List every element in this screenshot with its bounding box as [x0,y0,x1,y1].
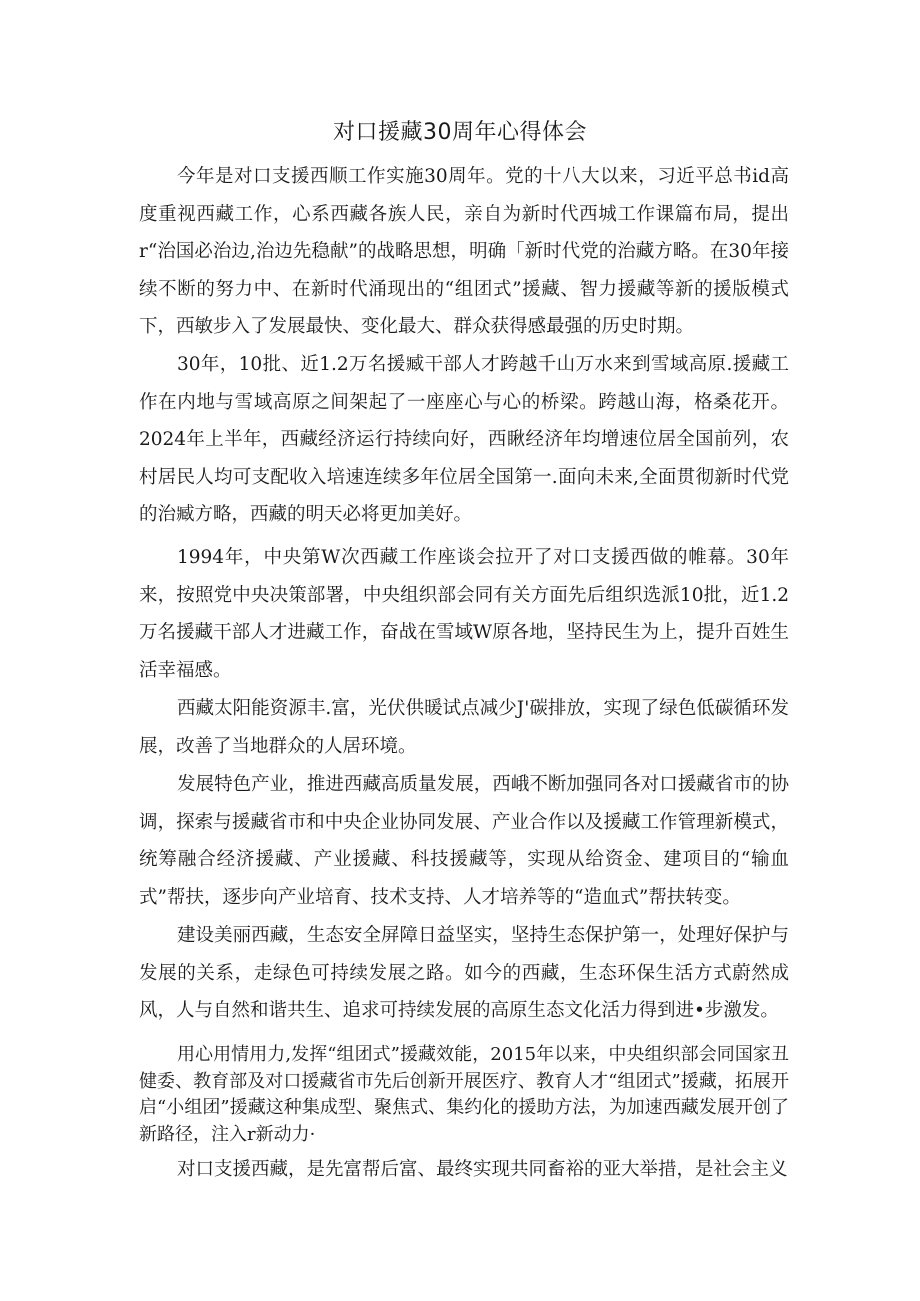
paragraph-2: 30年，10批、近1.2万名援臧干部人才跨越千山万水来到雪域高原.援藏工作在内地与雪域高原之间架起了一座座心与心的桥梁。跨越山海，格桑花开。2024年上半年，西藏经济运行持续向好，西瞅经济年均增速位居全国前列，农村居民人均可支配收入培速连续多年位居全国第一.面向未来,全面贯彻新时代党的治臧方略，西藏的明天必将更加美好。 [139,354,789,525]
paragraph-4: 西藏太阳能资源丰.富，光伏供暖试点减少J'碳排放，实现了绿色低碳循环发展，改善了当地群众的人居环境。 [139,698,789,757]
paragraph-5: 发展特色产业，推进西藏高质量发展，西峨不断加强同各对口援藏省市的协调，探索与援藏省市和中央企业协同发展、产业合作以及援藏工作管理新模式，统筹融合经济援藏、产业援藏、科技援藏等，实现从给资金、建项目的“输血式”帮扶，逐步向产业培育、技术支持、人才培养等的“造血式”帮扶转变。 [139,774,789,908]
paragraph-1: 今年是对口支援西顺工作实施30周年。党的十八大以来，习近平总书id高度重视西藏工作，心系西藏各族人民，亲自为新时代西城工作课篇布局，提出r“治国必治边,治边先稳献”的战略思想，明确「新时代党的治藏方略。在30年接续不断的努力中、在新时代涌现出的“组团式”援藏、智力援藏等新的援版模式下，西敏步入了发展最快、变化最大、群众获得感最强的历史时期。 [139,166,789,337]
paragraph-3: 1994年，中央第W次西藏工作座谈会拉开了对口支援西做的帷幕。30年来，按照党中央决策部署，中央组织部会同有关方面先后组织选派10批，近1.2万名援藏干部人才进藏工作，奋战在雪域W原各地，坚持民生为上，提升百姓生活幸福感。 [139,547,789,681]
paragraph-6: 建设美丽西藏，生态安全屏障日益坚实，坚持生态保护第一，处理好保护与发展的关系，走绿色可持续发展之路。如今的西藏，生态环保生活方式蔚然成风，人与自然和谐共生、追求可持续发展的高原生态文化活力得到进•步激发。 [139,925,789,1021]
paragraph-7: 用心用情用力,发挥“组团式”援藏效能，2015年以来，中央组织部会同国家丑健委、教育部及对口援藏省市先后创新开展医疗、教育人才“组团式”援藏，拓展开启“小组团”援藏这种集成型、聚焦式、集约化的援助方法，为加速西藏发展开创了新路径，注入r新动力· [139,1044,789,1145]
document-title: 对口援藏30周年心得体会 [333,120,587,145]
paragraph-8: 对口支援西藏，是先富帮后富、最终实现共同畜裕的亚大举措，是社会主义 [177,1159,788,1180]
